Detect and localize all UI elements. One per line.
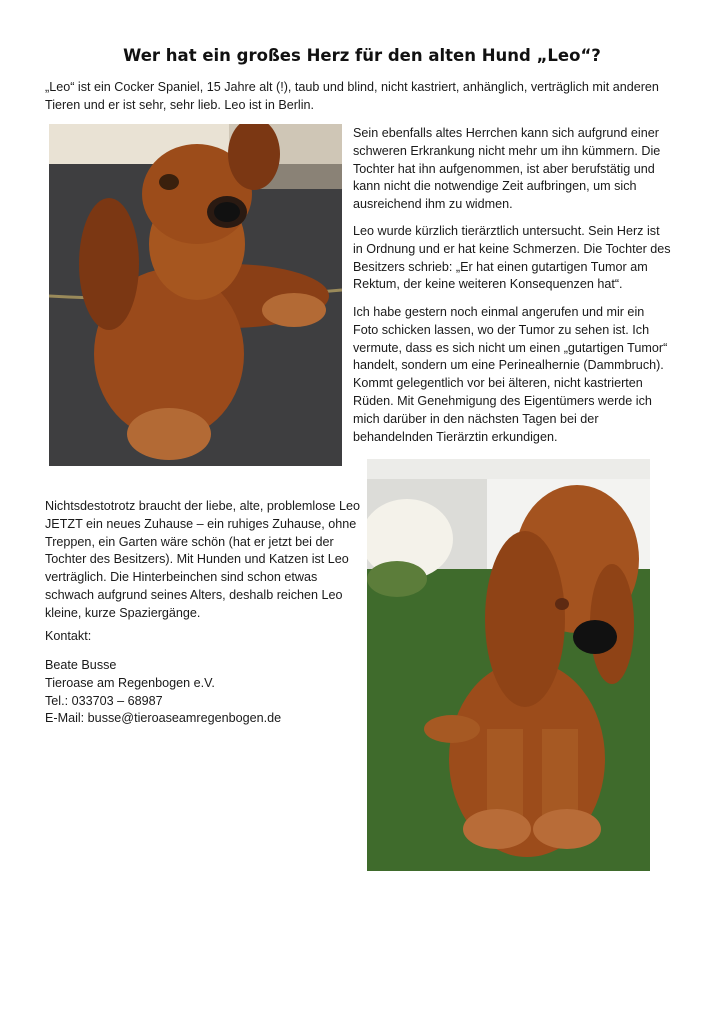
page-title: Wer hat ein großes Herz für den alten Hund „Leo“? [123, 46, 601, 65]
dog-lying-image [49, 124, 342, 466]
photo-leo-sitting [367, 459, 650, 871]
paragraph-owner: Sein ebenfalls altes Herrchen kann sich aufgrund einer schweren Erkrankung nicht mehr um ihn kümmern. Die Tochter hat ihn aufgenommen, ist aber berufstätig und kann nicht die notwendige Zeit aufbringen, um sich ausreichend ihm zu widmen. [353, 126, 661, 212]
paragraph-vet: Leo wurde kürzlich tierärztlich untersucht. Sein Herz ist in Ordnung und er hat keine Schmerzen. Die Tochter des Besitzers schrieb: „Er hat einen gutartigen Tumor am Rektum, der keine weiteren Konsequenzen hat“. [353, 224, 671, 292]
contact-name: Beate Busse [45, 658, 117, 672]
contact-email[interactable]: E-Mail: busse@tieroaseamregenbogen.de [45, 711, 282, 726]
contact-heading: Kontakt: [45, 629, 92, 643]
contact-block [45, 657, 363, 728]
contact-organization: Tieroase am Regenbogen e.V. [45, 675, 215, 690]
intro-paragraph: „Leo“ ist ein Cocker Spaniel, 15 Jahre alt (!), taub und blind, nicht kastriert, anhänglich, verträglich mit anderen Tieren und er ist sehr, sehr lieb. Leo ist in Berlin. [45, 80, 659, 112]
paragraph-tumor: Ich habe gestern noch einmal angerufen und mir ein Foto schicken lassen, wo der Tumor zu sehen ist. Ich vermute, dass es sich nicht um einen „gutartigen Tumor“ handelt, sondern um eine Perinealhernie (Dammbruch). Kommt gelegentlich vor bei älteren, nicht kastrierten Rüden. Mit Genehmigung des Eigentümers werde ich mich darüber in den nächsten Tagen bei der behandelnden Tierärztin erkundigen. [353, 305, 668, 444]
paragraph-new-home: Nichtsdestotrotz braucht der liebe, alte, problemlose Leo JETZT ein neues Zuhause – ein ruhiges Zuhause, ohne Treppen, ein Garten wäre schön (hat er jetzt bei der Tochter des Besitzers). Mit Hunden und Katzen ist Leo verträglich. Die Hinterbeinchen sind schon etwas schwach aufgrund seines Alters, deshalb reichen Leo kleine, kurze Spaziergänge. [45, 499, 361, 620]
photo-leo-lying [49, 124, 342, 466]
contact-phone[interactable]: Tel.: 033703 – 68987 [45, 693, 163, 708]
dog-sitting-image [367, 459, 650, 871]
